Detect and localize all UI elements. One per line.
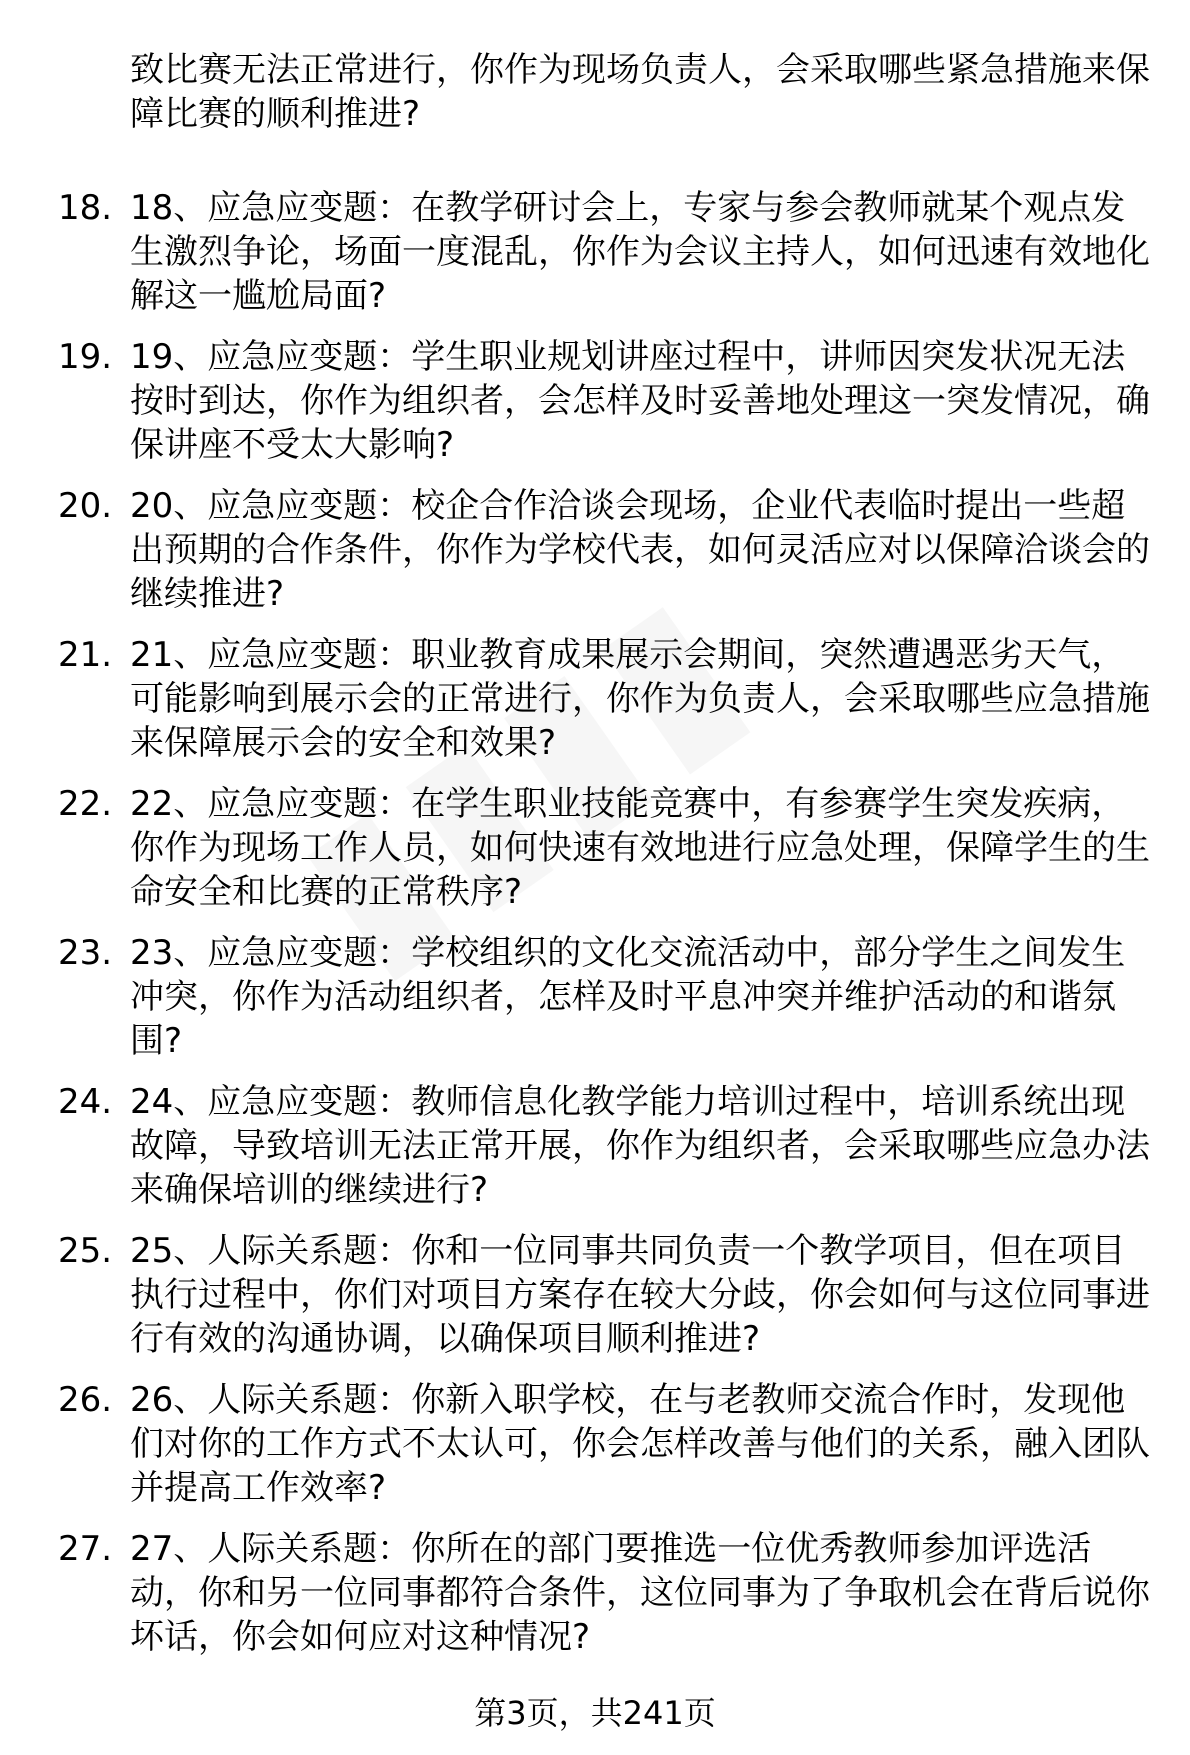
question-number: 19. bbox=[58, 337, 113, 377]
question-number: 26. bbox=[58, 1380, 113, 1420]
question-text: 22、应急应变题：在学生职业技能竞赛中，有参赛学生突发疾病，你作为现场工作人员，如何快速有效地进行应急处理，保障学生的生命安全和比赛的正常秩序? bbox=[130, 784, 1150, 912]
question-number: 23. bbox=[58, 933, 113, 973]
question-item bbox=[0, 1229, 1150, 1361]
question-item bbox=[0, 335, 1150, 467]
question-item bbox=[0, 633, 1150, 765]
question-item bbox=[0, 1527, 1150, 1659]
question-text: 27、人际关系题：你所在的部门要推选一位优秀教师参加评选活动，你和另一位同事都符合条件，这位同事为了争取机会在背后说你坏话，你会如何应对这种情况? bbox=[130, 1529, 1150, 1657]
question-text: 18、应急应变题：在教学研讨会上，专家与参会教师就某个观点发生激烈争论，场面一度混乱，你作为会议主持人，如何迅速有效地化解这一尴尬局面? bbox=[130, 188, 1150, 316]
question-text: 19、应急应变题：学生职业规划讲座过程中，讲师因突发状况无法按时到达，你作为组织者，会怎样及时妥善地处理这一突发情况，确保讲座不受太大影响? bbox=[130, 337, 1150, 465]
question-number: 20. bbox=[58, 486, 113, 526]
question-item bbox=[0, 931, 1150, 1063]
question-text: 26、人际关系题：你新入职学校，在与老教师交流合作时，发现他们对你的工作方式不太认可，你会怎样改善与他们的关系，融入团队并提高工作效率? bbox=[130, 1380, 1150, 1508]
question-item bbox=[0, 782, 1150, 914]
question-text: 23、应急应变题：学校组织的文化交流活动中，部分学生之间发生冲突，你作为活动组织者，怎样及时平息冲突并维护活动的和谐氛围? bbox=[130, 933, 1126, 1061]
continued-question-text: 致比赛无法正常进行，你作为现场负责人，会采取哪些紧急措施来保障比赛的顺利推进? bbox=[130, 50, 1150, 134]
question-number: 18. bbox=[58, 188, 113, 228]
page-number-footer: 第3页，共241页 bbox=[474, 1694, 716, 1732]
question-item bbox=[0, 484, 1150, 616]
question-text: 21、应急应变题：职业教育成果展示会期间，突然遭遇恶劣天气，可能影响到展示会的正常进行，你作为负责人，会采取哪些应急措施来保障展示会的安全和效果? bbox=[130, 635, 1150, 763]
question-number: 27. bbox=[58, 1529, 113, 1569]
question-text: 24、应急应变题：教师信息化教学能力培训过程中，培训系统出现故障，导致培训无法正常开展，你作为组织者，会采取哪些应急办法来确保培训的继续进行? bbox=[130, 1082, 1150, 1210]
question-number: 21. bbox=[58, 635, 113, 675]
question-item bbox=[0, 1378, 1150, 1510]
question-number: 25. bbox=[58, 1231, 113, 1271]
question-number: 22. bbox=[58, 784, 113, 824]
question-item bbox=[0, 1080, 1150, 1212]
question-number: 24. bbox=[58, 1082, 113, 1122]
question-item bbox=[0, 186, 1150, 318]
question-text: 25、人际关系题：你和一位同事共同负责一个教学项目，但在项目执行过程中，你们对项目方案存在较大分歧，你会如何与这位同事进行有效的沟通协调，以确保项目顺利推进? bbox=[130, 1231, 1150, 1359]
question-list bbox=[0, 186, 1190, 1676]
question-text: 20、应急应变题：校企合作洽谈会现场，企业代表临时提出一些超出预期的合作条件，你作为学校代表，如何灵活应对以保障洽谈会的继续推进? bbox=[130, 486, 1150, 614]
